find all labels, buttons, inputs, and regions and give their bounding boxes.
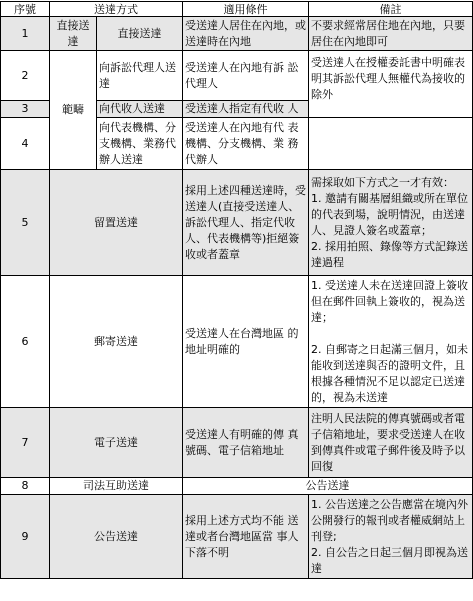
table-row bbox=[1, 276, 473, 408]
row-method: 司法互助送達 bbox=[50, 478, 183, 495]
row-conditions: 受送達人在內地有代 表機構、分支機構、業 務代辦人 bbox=[183, 118, 309, 170]
row-no: 8 bbox=[1, 478, 50, 495]
row-no: 9 bbox=[1, 495, 50, 579]
header-remarks: 備註 bbox=[309, 2, 473, 17]
row-method: 留置送達 bbox=[50, 170, 183, 276]
row-method: 公告送達 bbox=[50, 495, 183, 579]
row-conditions: 採用上述四種送達時，受送達人(直接受送達人、訴訟代理人、指定代收人、代表機構等)拒絕簽收或者蓋章 bbox=[183, 170, 309, 276]
row-merged-note: 公告送達 bbox=[183, 478, 473, 495]
table-row bbox=[1, 478, 473, 495]
table-row bbox=[1, 408, 473, 478]
header-no: 序號 bbox=[1, 2, 50, 17]
row-method: 向代表機構、分支機構、業務代辦人送達 bbox=[97, 118, 183, 170]
scope-label: 範疇 bbox=[50, 51, 97, 170]
row-method: 直接送達 bbox=[97, 17, 183, 51]
row-conditions: 採用上述方式均不能 送達或者台灣地區當 事人下落不明 bbox=[183, 495, 309, 579]
row-remarks: 受送達人在授權委託書中明確表明其訴訟代理人無權代為接收的除外 bbox=[309, 51, 473, 118]
table-row bbox=[1, 17, 473, 51]
table-row bbox=[1, 170, 473, 276]
row-no: 3 bbox=[1, 101, 50, 118]
row-conditions: 受送達人有明確的傳 真號碼、電子信箱地址 bbox=[183, 408, 309, 478]
row-conditions: 受送達人指定有代收 人 bbox=[183, 101, 309, 118]
row-conditions: 受送達人在台灣地區 的地址明確的 bbox=[183, 276, 309, 408]
row-remarks: 注明人民法院的傳真號碼或者電子信箱地址，要求受送達人在收到傳真件或電子郵件後及時予以回復 bbox=[309, 408, 473, 478]
row-no: 1 bbox=[1, 17, 50, 51]
row-no: 7 bbox=[1, 408, 50, 478]
row-no: 2 bbox=[1, 51, 50, 101]
row-method-category: 直接送達 bbox=[50, 17, 97, 51]
row-no: 5 bbox=[1, 170, 50, 276]
table-row bbox=[1, 51, 473, 101]
service-methods-table bbox=[0, 1, 473, 579]
row-no: 6 bbox=[1, 276, 50, 408]
header-conditions: 適用條件 bbox=[183, 2, 309, 17]
row-method: 向訴訟代理人送達 bbox=[97, 51, 183, 101]
row-conditions: 受送達人居住在內地，或送達時在內地 bbox=[183, 17, 309, 51]
row-remarks: 1. 公告送達之公告應當在境內外公開發行的報刊或者權威網站上刊登; 2. 自公告之日起三個月即視為送達 bbox=[309, 495, 473, 579]
header-method: 送達方式 bbox=[50, 2, 183, 17]
row-remarks: 需採取如下方式之一才有效： 1. 邀請有關基層組織或所在單位的代表到場，說明情況，由送達人、見證人簽名或蓋章； 2. 採用拍照、錄像等方式記錄送達過程 bbox=[309, 170, 473, 276]
row-method: 向代收人送達 bbox=[97, 101, 183, 118]
row-remarks: 1. 受送達人未在送達回證上簽收但在郵件回執上簽收的，視為送達； 2. 自郵寄之日起滿三個月，如未能收到送達與否的證明文件，且根據各種情況不足以認定已送達的，視為未送達 bbox=[309, 276, 473, 408]
row-remarks: 不要求經常居住地在內地，只要居住在內地即可 bbox=[309, 17, 473, 51]
row-method: 郵寄送達 bbox=[50, 276, 183, 408]
row-method: 電子送達 bbox=[50, 408, 183, 478]
row-conditions: 受送達人在內地有訴 訟代理人 bbox=[183, 51, 309, 101]
row-remarks-empty bbox=[309, 118, 473, 170]
row-no: 4 bbox=[1, 118, 50, 170]
table-header-row bbox=[1, 2, 473, 17]
table-row bbox=[1, 495, 473, 579]
